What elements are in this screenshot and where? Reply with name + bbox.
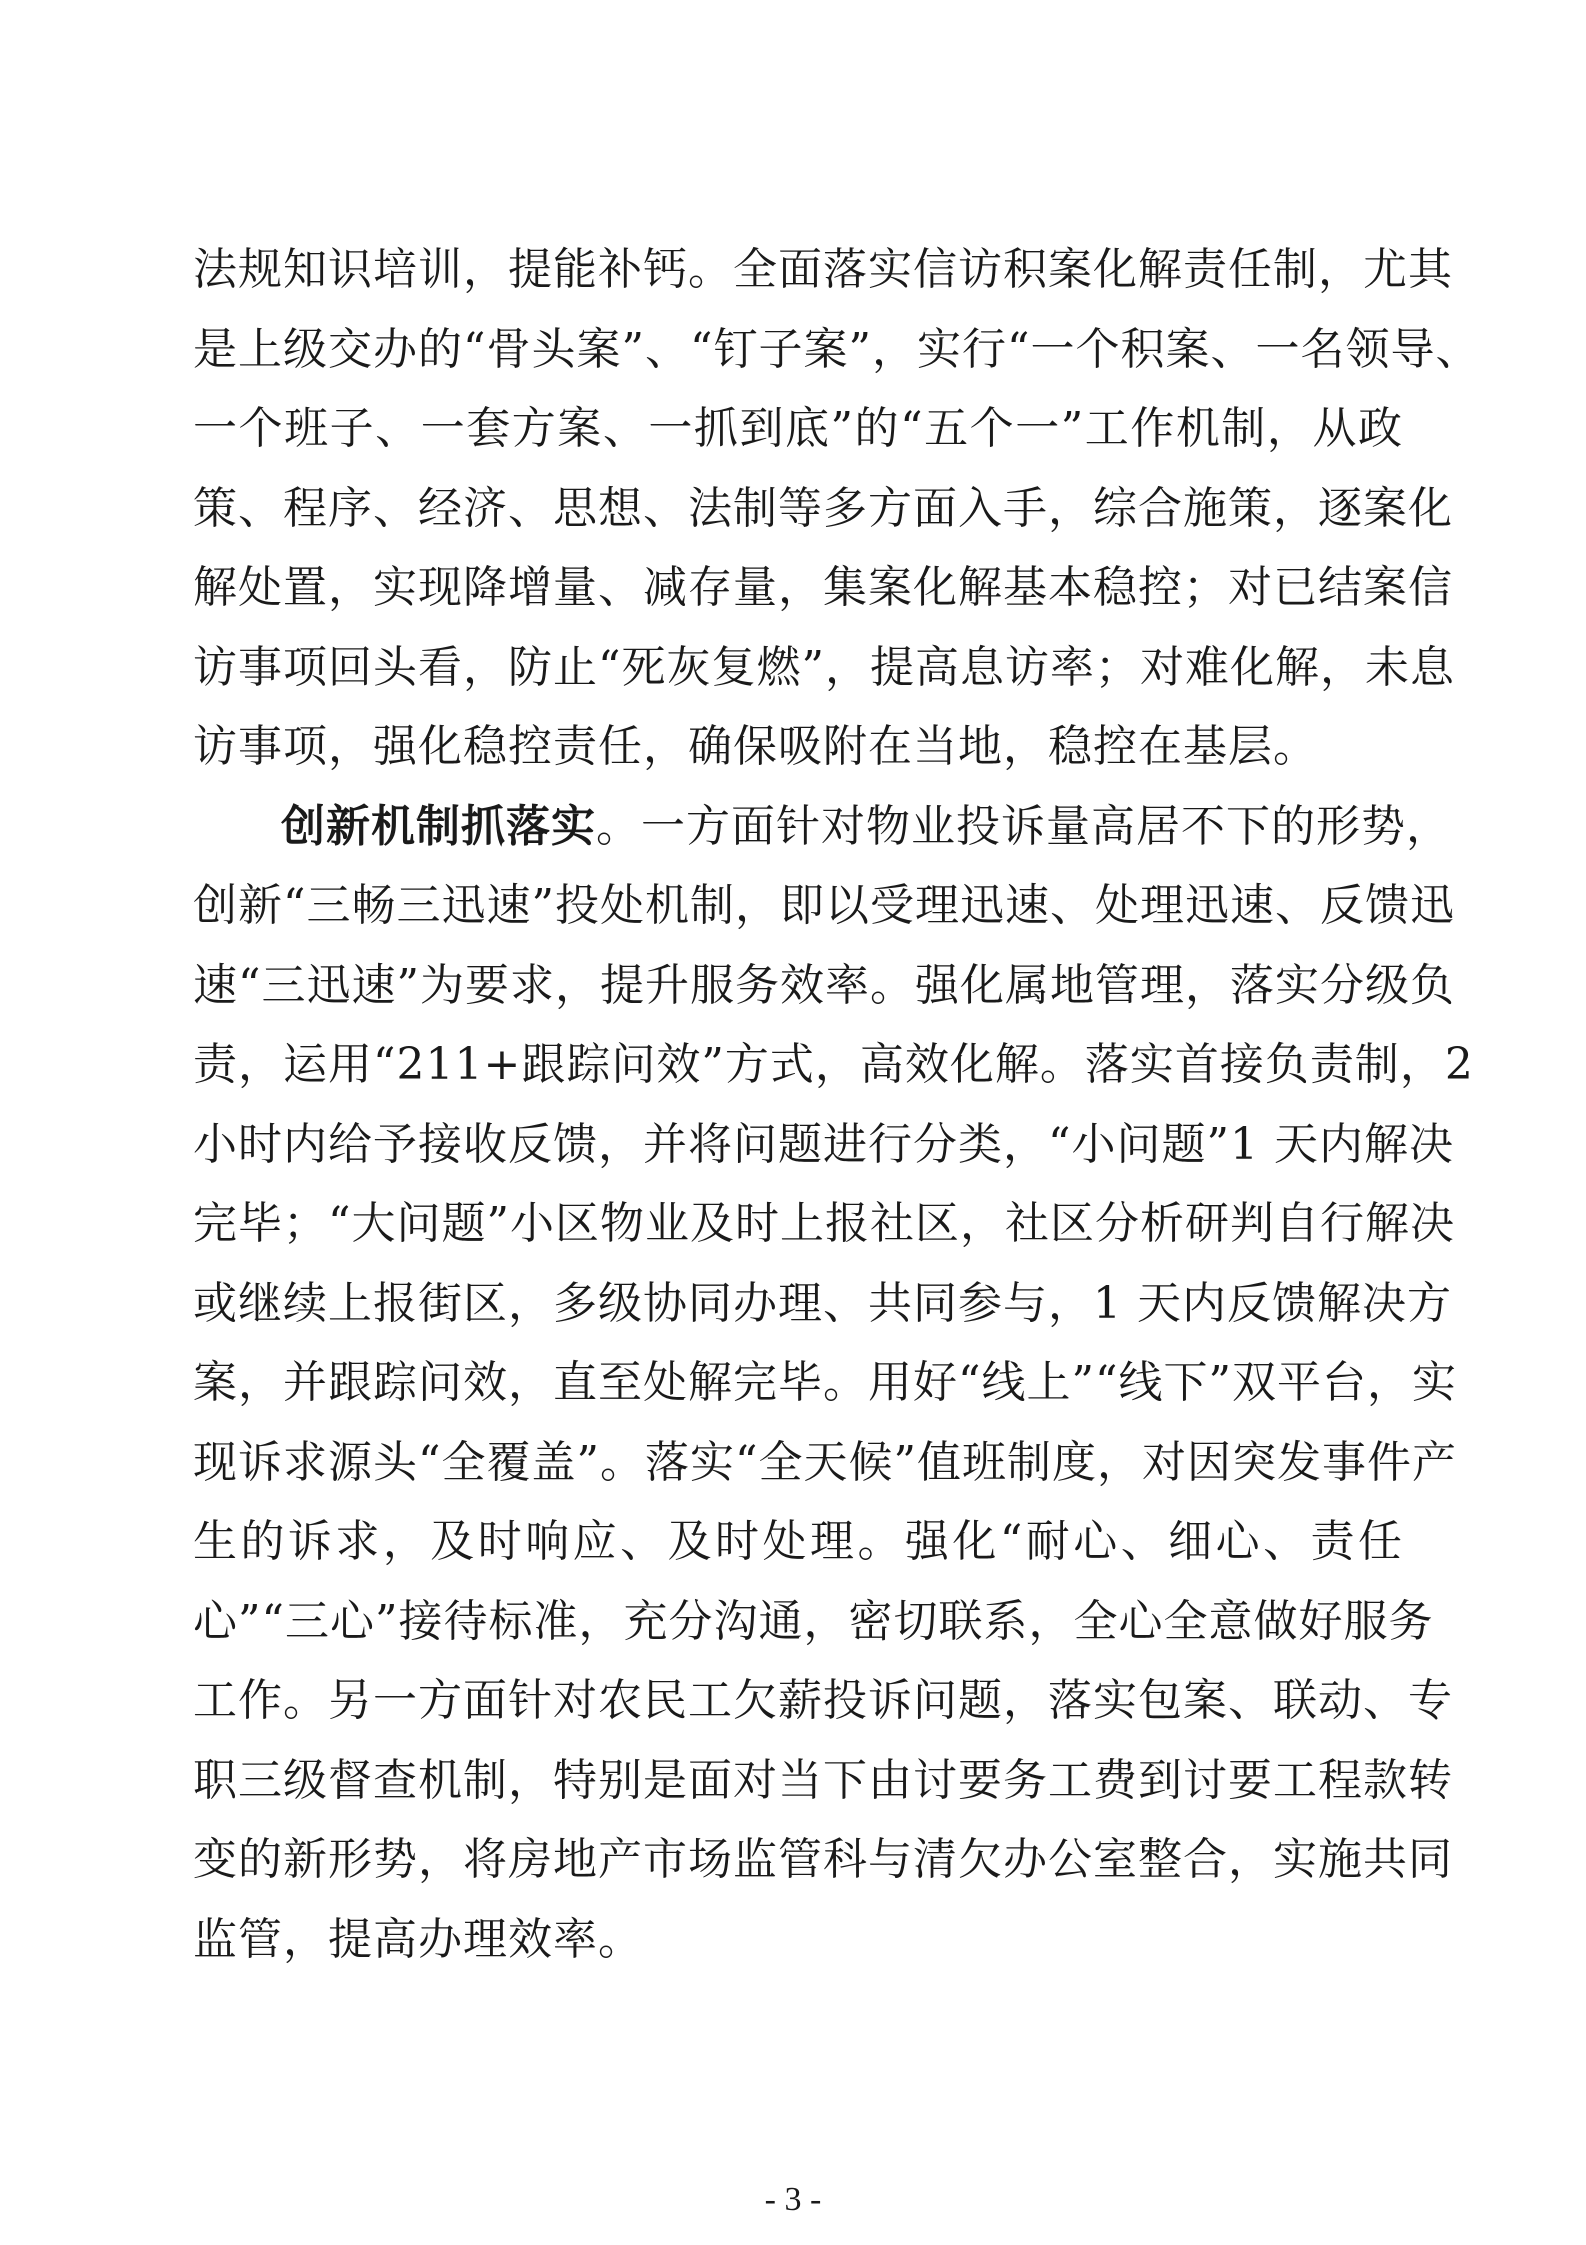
- paragraph-2-line: 变的新形势，将房地产市场监管科与清欠办公室整合，实施共同: [193, 1834, 1453, 1885]
- paragraph-2-first-line-text: 。一方面针对物业投诉量高居不下的形势，: [596, 800, 1451, 852]
- body-text: [193, 230, 1481, 1979]
- paragraph-2-line: 小时内给予接收反馈，并将问题进行分类，“小问题”1 天内解决: [193, 1118, 1454, 1170]
- paragraph-2-line: 完毕；“大问题”小区物业及时上报社区，社区分析研判自行解决: [193, 1198, 1455, 1249]
- paragraph-1-line: 访事项回头看，防止“死灰复燃”，提高息访率；对难化解，未息: [193, 641, 1455, 693]
- paragraph-2-line: 心”“三心”接待标准，充分沟通，密切联系，全心全意做好服务: [193, 1595, 1434, 1647]
- paragraph-2-line: 创新“三畅三迅速”投处机制，即以受理迅速、处理迅速、反馈迅: [193, 880, 1455, 931]
- paragraph-1-line: 是上级交办的“骨头案”、“钉子案”，实行“一个积案、一名领导、: [193, 323, 1481, 375]
- paragraph-2-line: 案，并跟踪问效，直至处解完毕。用好“线上”“线下”双平台，实: [193, 1357, 1457, 1408]
- paragraph-1-line: 策、程序、经济、思想、法制等多方面入手，综合施策，逐案化: [193, 482, 1453, 534]
- paragraph-2-line: 责，运用“211+跟踪问效”方式，高效化解。落实首接负责制，2: [193, 1039, 1474, 1090]
- paragraph-2-line: 或继续上报街区，多级协同办理、共同参与，1 天内反馈解决方: [193, 1277, 1452, 1329]
- paragraph-2-lead: 创新机制抓落实: [281, 800, 596, 852]
- paragraph-1-line: 一个班子、一套方案、一抓到底”的“五个一”工作机制，从政: [193, 403, 1403, 454]
- paragraph-1-line: 法规知识培训，提能补钙。全面落实信访积案化解责任制，尤其: [193, 244, 1453, 295]
- paragraph-1-line: 解处置，实现降增量、减存量，集案化解基本稳控；对已结案信: [193, 562, 1453, 613]
- paragraph-2-first-line: [193, 787, 1451, 867]
- paragraph-2-line: 现诉求源头“全覆盖”。落实“全天候”值班制度，对因突发事件产: [193, 1436, 1457, 1488]
- paragraph-2-line: 监管，提高办理效率。: [193, 1913, 643, 1965]
- paragraph-2-line: 速“三迅速”为要求，提升服务效率。强化属地管理，落实分级负: [193, 959, 1455, 1011]
- page-number: - 3 -: [764, 2181, 822, 2218]
- paragraph-2-line: 职三级督查机制，特别是面对当下由讨要务工费到讨要工程款转: [193, 1754, 1453, 1806]
- paragraph-1-line: 访事项，强化稳控责任，确保吸附在当地，稳控在基层。: [193, 721, 1318, 772]
- paragraph-2-line: 生的诉求，及时响应、及时处理。强化“耐心、细心、责任: [193, 1516, 1403, 1567]
- paragraph-2-line: 工作。另一方面针对农民工欠薪投诉问题，落实包案、联动、专: [193, 1675, 1453, 1726]
